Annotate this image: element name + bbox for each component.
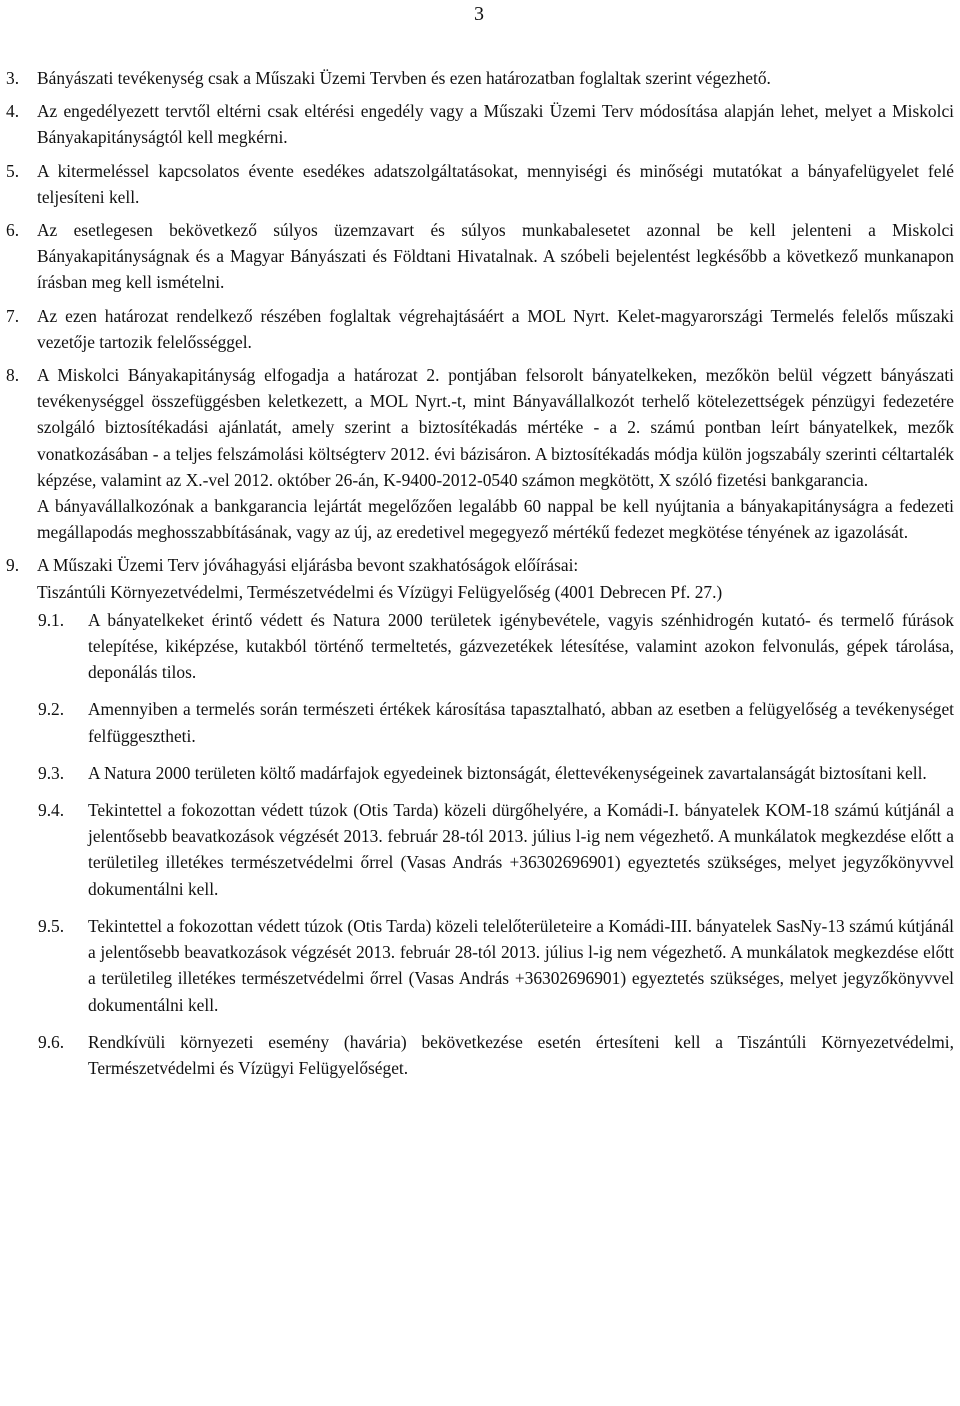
sub-item-9-6 xyxy=(0,1029,960,1081)
list-item-9 xyxy=(0,552,960,604)
item-text: A Műszaki Üzemi Terv jóváhagyási eljárásba bevont szakhatóságok előírásai: xyxy=(37,555,579,576)
sub-item-number: 9.3. xyxy=(38,762,65,783)
sub-item-text: A bányatelkeket érintő védett és Natura 2000 területek igénybevétele, vagyis szénhidrogén kutató- és termelő fúrások telepítése, kiképzése, kutakból történő termeltetés, gázvezetékek létesítése, valamint azokon felvonulás, gépek tárolása, deponálás tilos. xyxy=(88,609,954,683)
item-text: Az esetlegesen bekövetkező súlyos üzemzavart és súlyos munkabalesetet azonnal be kell jelenteni a Miskolci Bányakapitányságnak és a Magyar Bányászati és Földtani Hivatalnak. A szóbeli bejelentést legkésőbb a következő munkanapon írásban meg kell ismételni. xyxy=(37,220,954,293)
sub-item-text: Amennyiben a termelés során természeti értékek károsítása tapasztalható, abban az esetben a felügyelőség a tevékenységet felfüggesztheti. xyxy=(88,699,954,746)
sub-item-number: 9.5. xyxy=(38,915,65,936)
list-item-4 xyxy=(0,98,960,150)
item-number: 6. xyxy=(6,220,20,241)
item-number: 4. xyxy=(6,101,20,122)
list-item-5 xyxy=(0,158,960,210)
sub-item-text: A Natura 2000 területen költő madárfajok egyedeinek biztonságát, élettevékenységeinek zavartalanságát biztosítani kell. xyxy=(88,762,927,783)
sub-item-9-3 xyxy=(0,760,960,786)
sub-item-9-2 xyxy=(0,696,960,748)
item-text: Bányászati tevékenység csak a Műszaki Üzemi Tervben és ezen határozatban foglaltak szerint végezhető. xyxy=(37,68,771,88)
sub-item-number: 9.6. xyxy=(38,1031,65,1052)
list-item-6 xyxy=(0,217,960,296)
item-number: 7. xyxy=(6,305,20,326)
item-text: Az ezen határozat rendelkező részében foglaltak végrehajtásáért a MOL Nyrt. Kelet-magyarországi Termelés felelős műszaki vezetője tartozik felelősséggel. xyxy=(37,305,954,352)
sub-item-text: Tekintettel a fokozottan védett túzok (Otis Tarda) közeli telelőterületeire a Komádi-III. bányatelek SasNy-13 számú kútjánál a jelentősebb beavatkozások végzését 2013. február 28-tól 2013. július l-ig nem végezhető. A munkálatok megkezdése előtt a területileg illetékes természetvédelmi őrrel (Vasas András +36302696901) egyeztetés szükséges, melyet jegyzőkönyvvel dokumentálni kell. xyxy=(88,915,954,1015)
sub-item-number: 9.4. xyxy=(38,800,65,821)
document-body xyxy=(0,65,960,1092)
sub-item-text: Tekintettel a fokozottan védett túzok (Otis Tarda) közeli dürgőhelyére, a Komádi-I. bányatelek KOM-18 számú kútjánál a jelentősebb beavatkozások végzését 2013. február 28-tól 2013. július l-ig nem végezhető. A munkálatok megkezdése előtt a területileg illetékes természetvédelmi őrrel (Vasas András +36302696901) egyeztetés szükséges, melyet jegyzőkönyvvel dokumentálni kell. xyxy=(88,800,954,899)
page-number: 3 xyxy=(474,3,484,25)
item-number: 9. xyxy=(6,555,20,576)
item-number: 5. xyxy=(6,160,20,181)
item-continuation: A bányavállalkozónak a bankgarancia lejártát megelőzően legalább 60 nappal be kell nyújtania a bányakapitányságra a fedezeti megállapodás meghosszabbításának, vagy az új, az eredetivel megegyező mértékű fedezet megkötése tényének az igazolását. xyxy=(37,496,954,543)
sub-item-number: 9.1. xyxy=(38,609,65,630)
sub-item-9-1 xyxy=(0,607,960,686)
list-item-7 xyxy=(0,303,960,355)
item-text: A Miskolci Bányakapitányság elfogadja a határozat 2. pontjában felsorolt bányatelkeken, mezőkön belül végzett bányászati tevékenységgel összefüggésben keletkezett, a MOL Nyrt.-t, mint Bányavállalkozót terhelő kötelezettségek pénzügyi fedezetére szolgáló biztosítékadási ajánlatát, amely szerint a biztosítékadás mértéke - a 2. számú pontban leírt bányatelkek, mezők vonatkozásában - a teljes felszámolási költségterv 2012. évi bázisáron. A biztosítékadás módja külön jogszabály szerinti céltartalék képzése, valamint az X.-vel 2012. október 26-án, K-9400-2012-0540 számon megkötött, X szóló fizetési bankgarancia. xyxy=(37,365,954,490)
sub-item-9-5 xyxy=(0,913,960,1018)
item-number: 8. xyxy=(6,365,20,386)
item-text: A kitermeléssel kapcsolatos évente esedékes adatszolgáltatásokat, mennyiségi és minőségi mutatókat a bányafelügyelet felé teljesíteni kell. xyxy=(37,160,954,207)
sub-item-9-4 xyxy=(0,797,960,902)
sub-item-number: 9.2. xyxy=(38,699,65,720)
list-item-3 xyxy=(0,65,960,91)
list-item-8 xyxy=(0,362,960,545)
item-text: Az engedélyezett tervtől eltérni csak eltérési engedély vagy a Műszaki Üzemi Terv módosítása alapján lehet, melyet a Miskolci Bányakapitányságtól kell megkérni. xyxy=(37,101,954,148)
item-number: 3. xyxy=(6,68,20,88)
sub-item-text: Rendkívüli környezeti esemény (havária) bekövetkezése esetén értesíteni kell a Tiszántúli Környezetvédelmi, Természetvédelmi és Vízügyi Felügyelőséget. xyxy=(88,1031,954,1078)
item-continuation: Tiszántúli Környezetvédelmi, Természetvédelmi és Vízügyi Felügyelőség (4001 Debrecen Pf. 27.) xyxy=(37,581,723,602)
